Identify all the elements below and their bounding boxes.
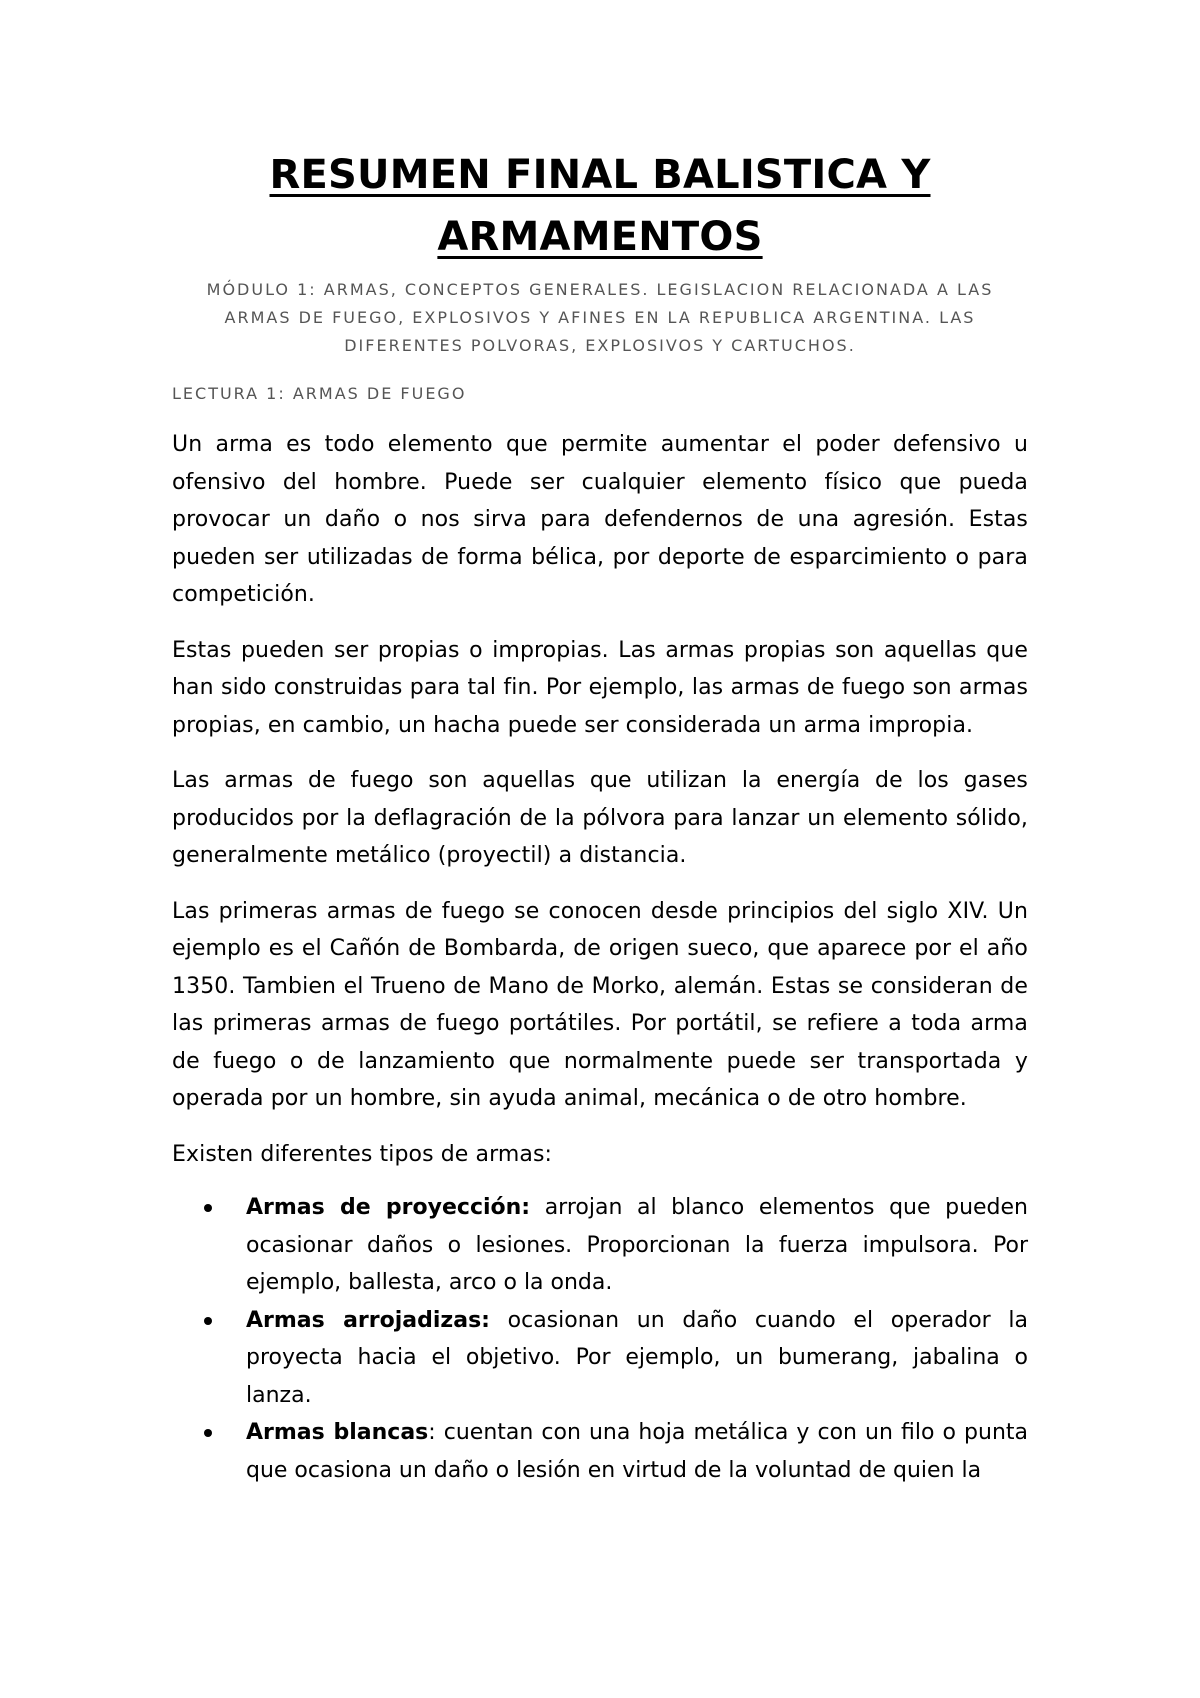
bullet-icon [204,1204,212,1212]
bullet-icon [204,1317,212,1325]
bullet-text: arrojan al blanco elementos que pueden ocasionar daños o lesiones. Proporcionan la fuerza impulsora. Por ejemplo, ballesta, arco o la onda. [246,1195,1028,1295]
bullet-text: ocasionan un daño cuando el operador la proyecta hacia el objetivo. Por ejemplo, un bumerang, jabalina o lanza. [246,1307,1028,1408]
paragraph-armas-de-fuego: Las armas de fuego son aquellas que utilizan la energía de los gases producidos por la deflagración de la pólvora para lanzar un elemento sólido, generalmente metálico (proyectil) a distancia. [172,768,1028,868]
list-item [172,1189,1028,1302]
bullet-text: : cuentan con una hoja metálica y con un filo o punta que ocasiona un daño o lesión en virtud de la voluntad de quien la [246,1420,1028,1483]
module-heading: MÓDULO 1: ARMAS, CONCEPTOS GENERALES. LEGISLACION RELACIONADA A LAS ARMAS DE FUEGO, EXPLOSIVOS Y AFINES EN LA REPUBLICA ARGENTINA. LAS DIFERENTES POLVORAS, EXPLOSIVOS Y CARTUCHOS. [206,280,994,355]
list-item [172,1302,1028,1415]
paragraph-tipos-intro: Existen diferentes tipos de armas: [172,1141,553,1167]
document-title: RESUMEN FINAL BALISTICA Y ARMAMENTOS [269,152,931,260]
bullet-icon [204,1429,212,1437]
paragraph-definition: Un arma es todo elemento que permite aumentar el poder defensivo u ofensivo del hombre. Puede ser cualquier elemento físico que pueda provocar un daño o nos sirva para defendernos de una agresión. Estas pueden ser utilizadas de forma bélica, por deporte de esparcimiento o para competición. [172,432,1028,607]
bullet-term: Armas arrojadizas: [246,1307,490,1333]
weapon-types-list [172,1189,1028,1489]
lecture-heading: LECTURA 1: ARMAS DE FUEGO [172,384,467,403]
document-page [172,0,1028,1489]
paragraph-propias-impropias: Estas pueden ser propias o impropias. Las armas propias son aquellas que han sido construidas para tal fin. Por ejemplo, las armas de fuego son armas propias, en cambio, un hacha puede ser considerada un arma impropia. [172,637,1028,738]
bullet-term: Armas de proyección: [246,1195,531,1220]
paragraph-historia: Las primeras armas de fuego se conocen desde principios del siglo XIV. Un ejemplo es el Cañón de Bombarda, de origen sueco, que aparece por el año 1350. Tambien el Trueno de Mano de Morko, alemán. Estas se consideran de las primeras armas de fuego portátiles. Por portátil, se refiere a toda arma de fuego o de lanzamiento que normalmente puede ser transportada y operada por un hombre, sin ayuda animal, mecánica o de otro hombre. [172,898,1028,1111]
bullet-term: Armas blancas [246,1420,429,1445]
list-item [172,1414,1028,1489]
